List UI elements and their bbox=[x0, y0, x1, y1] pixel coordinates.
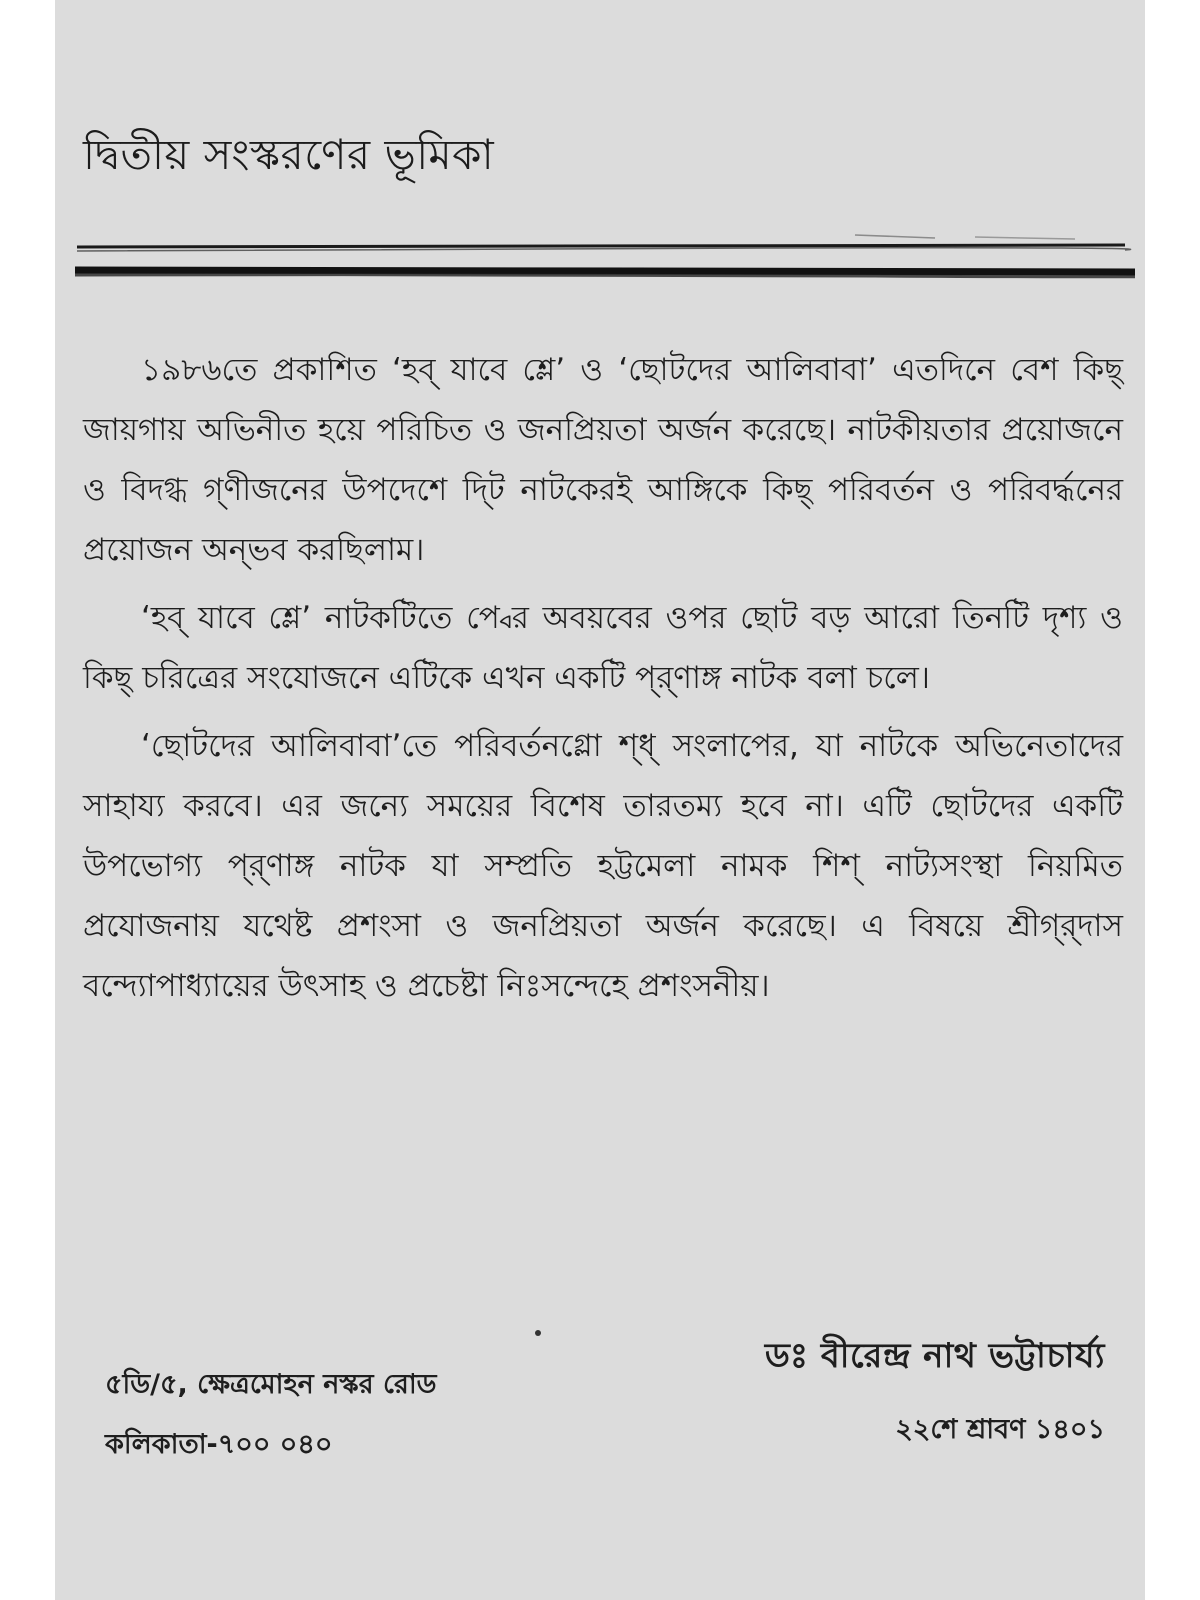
paragraph-3: ‘ছোটদের আলিবাবা’তে পরিবর্তনগ্লো শ্ধ্ সংলাপের, যা নাটকে অভিনেতাদের সাহায্য করবে। এর জন্যে সময়ের বিশেষ তারতম্য হবে না। এটি ছোটদের একটি উপভোগ্য প্র্ণাঙ্গ নাটক যা সম্প্রতি হট্টমেলা নামক শিশ্ নাট্যসংস্থা নিয়মিত প্রযোজনায় যথেষ্ট প্রশংসা ও জনপ্রিয়তা অর্জন করেছে। এ বিষয়ে শ্রীগ্র্দাস বন্দ্যোপাধ্যায়ের উৎসাহ ও প্রচেষ্টা নিঃসন্দেহে প্রশংসনীয়। bbox=[83, 728, 1123, 1004]
page-heading: দ্বিতীয় সংস্করণের ভূমিকা bbox=[83, 130, 495, 179]
preface-body bbox=[83, 340, 1123, 1024]
address-line-2: কলিকাতা-৭০০ ০৪০ bbox=[105, 1429, 333, 1460]
author-signature: ডঃ বীরেন্দ্র নাথ ভট্টাচার্য্য bbox=[764, 1336, 1105, 1376]
signoff-date: ২২শে শ্রাবণ ১৪০১ bbox=[895, 1414, 1105, 1445]
address-line-1: ৫ডি/৫, ক্ষেত্রমোহন নস্কর রোড bbox=[105, 1369, 437, 1400]
rule-svg bbox=[75, 215, 1135, 305]
decorative-double-rule bbox=[75, 215, 1135, 305]
author-signoff bbox=[765, 1330, 1105, 1454]
author-address bbox=[105, 1355, 437, 1475]
paragraph-2: ‘হব্ যাবে শ্লে’ নাটকটিতে প্বের অবয়বের ওপর ছোট বড় আরো তিনটি দৃশ্য ও কিছ্ চরিত্রের সংযোজনে এটিকে এখন একটি প্র্ণাঙ্গ নাটক বলা চলে। bbox=[83, 600, 1123, 696]
book-page bbox=[55, 0, 1145, 1600]
ink-dot bbox=[535, 1330, 541, 1336]
paragraph-1: ১৯৮৬তে প্রকাশিত ‘হব্ যাবে শ্লে’ ও ‘ছোটদের আলিবাবা’ এতদিনে বেশ কিছ্ জায়গায় অভিনীত হয়ে পরিচিত ও জনপ্রিয়তা অর্জন করেছে। নাটকীয়তার প্রয়োজনে ও বিদগ্ধ গ্ণীজনের উপদেশে দ্টি নাটকেরই আঙ্গিকে কিছ্ পরিবর্তন ও পরিবর্দ্ধনের প্রয়োজন অন্ভব করছিলাম। bbox=[83, 352, 1123, 568]
